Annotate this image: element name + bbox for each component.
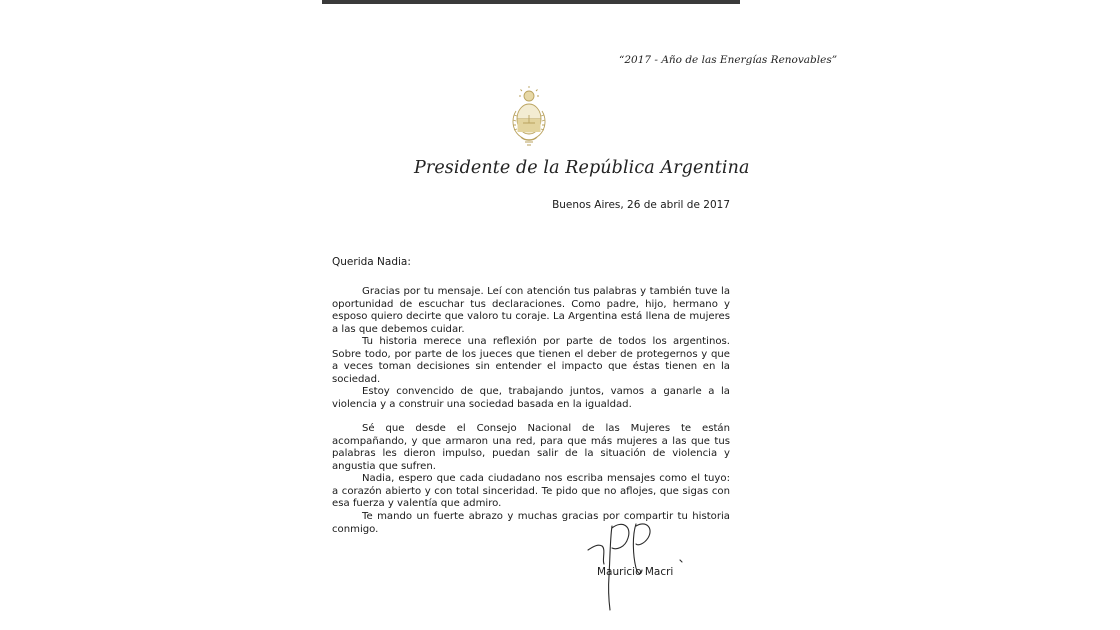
- paragraph: Te mando un fuerte abrazo y muchas gracias por compartir tu historia conmigo.: [332, 511, 730, 535]
- coat-of-arms-icon: [507, 85, 551, 147]
- year-motto: “2017 - Año de las Energías Renovables”: [619, 54, 838, 66]
- letterhead-title: Presidente de la República Argentina: [414, 158, 750, 178]
- paragraph: Sé que desde el Consejo Nacional de las Mujeres te están acompañando, y que armaron una red, para que más mujeres a las que tus palabras les dieron impulso, puedan salir de la situación de violencia y angustia que sufren.: [332, 423, 730, 472]
- signer-name: Mauricio Macri: [597, 566, 674, 578]
- salutation: Querida Nadia:: [332, 256, 411, 268]
- top-border-rule: [322, 0, 740, 4]
- date-line: Buenos Aires, 26 de abril de 2017: [552, 199, 730, 211]
- paragraph: Tu historia merece una reflexión por parte de todos los argentinos. Sobre todo, por parte de los jueces que tienen el deber de protegernos y que a veces toman decisiones sin entender el impacto que éstas tienen en la sociedad.: [332, 336, 730, 385]
- letter-page: [322, 0, 838, 630]
- paragraph: Nadia, espero que cada ciudadano nos escriba mensajes como el tuyo: a corazón abierto y con total sinceridad. Te pido que no aflojes, que sigas con esa fuerza y valentía que admiro.: [332, 473, 730, 510]
- paragraph: Estoy convencido de que, trabajando juntos, vamos a ganarle a la violencia y a construir una sociedad basada en la igualdad.: [332, 386, 730, 410]
- paragraph: Gracias por tu mensaje. Leí con atención tus palabras y también tuve la oportunidad de escuchar tus declaraciones. Como padre, hijo, hermano y esposo quiero decirte que valoro tu coraje. La Argentina está llena de mujeres a las que debemos cuidar.: [332, 286, 730, 335]
